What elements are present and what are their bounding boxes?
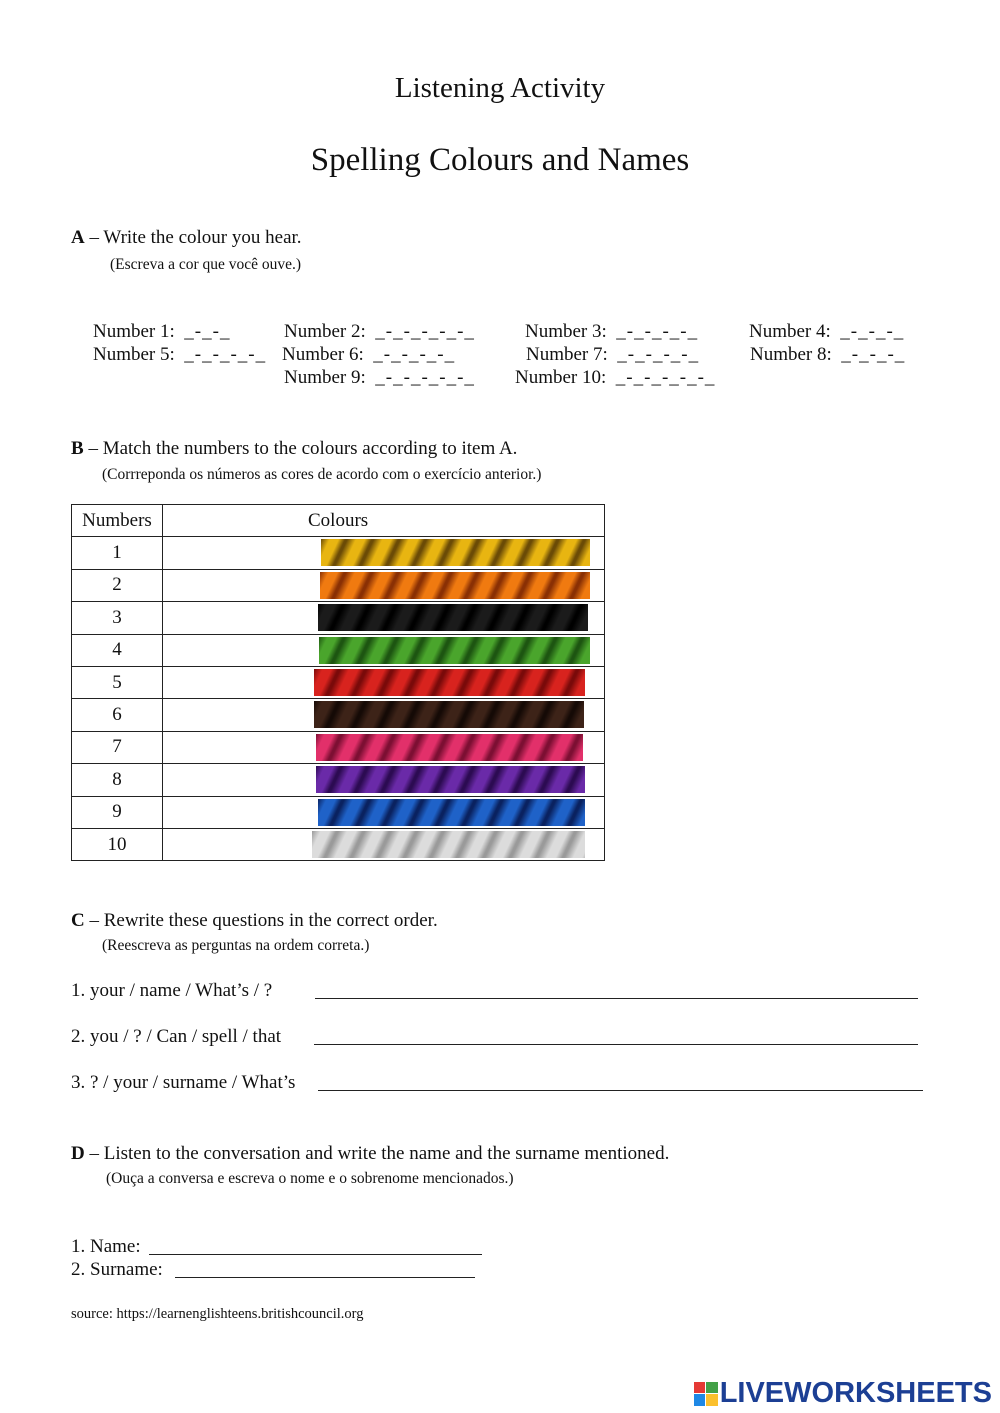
colour-cell[interactable] bbox=[163, 731, 605, 763]
surname-label: 2. Surname: bbox=[71, 1259, 163, 1280]
number-item: Number 2: _-_-_-_-_-_ bbox=[284, 321, 475, 342]
answer-blank[interactable]: _-_-_-_-_ bbox=[616, 321, 699, 342]
number-item: Number 9: _-_-_-_-_-_ bbox=[284, 367, 475, 388]
colour-swatch bbox=[321, 539, 590, 566]
answer-line-2[interactable] bbox=[314, 1028, 918, 1045]
table-row bbox=[72, 569, 605, 601]
answer-blank[interactable]: _-_-_ bbox=[184, 321, 231, 342]
section-d-instruction: – Listen to the conversation and write the name and the surname mentioned. bbox=[84, 1143, 670, 1164]
page-subtitle: Spelling Colours and Names bbox=[310, 142, 690, 178]
column-header-numbers: Numbers bbox=[72, 505, 163, 537]
answer-blank[interactable]: _-_-_-_ bbox=[840, 321, 905, 342]
liveworksheets-logo-icon bbox=[694, 1382, 718, 1406]
number-item: Number 3: _-_-_-_-_ bbox=[525, 321, 699, 342]
number-item: Number 6: _-_-_-_-_ bbox=[282, 344, 456, 365]
row-number: 3 bbox=[72, 602, 163, 634]
answer-blank[interactable]: _-_-_-_-_-_ bbox=[375, 367, 475, 388]
answer-blank[interactable]: _-_-_-_-_ bbox=[617, 344, 700, 365]
section-b-letter: B bbox=[71, 438, 84, 459]
liveworksheets-brand: LIVEWORKSHEETS bbox=[719, 1377, 992, 1409]
answer-blank[interactable]: _-_-_-_-_ bbox=[184, 344, 267, 365]
answer-blank[interactable]: _-_-_-_-_ bbox=[373, 344, 456, 365]
question-3 bbox=[71, 1072, 295, 1094]
column-header-colours: Colours bbox=[163, 505, 605, 537]
table-row bbox=[72, 796, 605, 828]
number-item: Number 4: _-_-_-_ bbox=[749, 321, 905, 342]
colour-cell[interactable] bbox=[163, 666, 605, 698]
question-text: 2. you / ? / Can / spell / that bbox=[71, 1026, 282, 1047]
colour-swatch bbox=[312, 831, 585, 858]
section-c-heading bbox=[71, 910, 438, 932]
table-row bbox=[72, 666, 605, 698]
colour-cell[interactable] bbox=[163, 699, 605, 731]
source-note: source: https://learnenglishteens.britishcouncil.org bbox=[71, 1306, 364, 1322]
colour-cell[interactable] bbox=[163, 634, 605, 666]
row-number: 10 bbox=[72, 828, 163, 860]
answer-blank[interactable]: _-_-_-_ bbox=[841, 344, 906, 365]
table-row bbox=[72, 828, 605, 860]
page-title: Listening Activity bbox=[394, 72, 606, 104]
answer-blank[interactable]: _-_-_-_-_-_ bbox=[375, 321, 475, 342]
table-row bbox=[72, 602, 605, 634]
number-item: Number 8: _-_-_-_ bbox=[750, 344, 906, 365]
colour-swatch bbox=[314, 701, 584, 728]
section-b-heading bbox=[71, 438, 517, 460]
answer-line-3[interactable] bbox=[318, 1074, 923, 1091]
row-number: 6 bbox=[72, 699, 163, 731]
question-text: 1. your / name / What’s / ? bbox=[71, 980, 273, 1001]
section-b-translation: (Corrreponda os números as cores de acordo com o exercício anterior.) bbox=[102, 466, 542, 483]
section-c-instruction: – Rewrite these questions in the correct order. bbox=[84, 910, 438, 931]
name-label: 1. Name: bbox=[71, 1236, 141, 1257]
row-number: 1 bbox=[72, 537, 163, 569]
colour-swatch bbox=[319, 637, 590, 664]
table-row bbox=[72, 731, 605, 763]
table-row bbox=[72, 634, 605, 666]
question-text: 3. ? / your / surname / What’s bbox=[71, 1072, 296, 1093]
row-number: 9 bbox=[72, 796, 163, 828]
colour-swatch bbox=[316, 734, 583, 761]
section-a-instruction: – Write the colour you hear. bbox=[84, 227, 302, 248]
colours-table bbox=[71, 504, 605, 861]
table-row bbox=[72, 699, 605, 731]
colour-cell[interactable] bbox=[163, 828, 605, 860]
row-number: 5 bbox=[72, 666, 163, 698]
section-c-translation: (Reescreva as perguntas na ordem correta.) bbox=[102, 937, 370, 954]
colour-swatch bbox=[314, 669, 585, 696]
table-row bbox=[72, 537, 605, 569]
colour-cell[interactable] bbox=[163, 796, 605, 828]
answer-blank[interactable]: _-_-_-_-_-_ bbox=[615, 367, 716, 388]
section-a-letter: A bbox=[71, 227, 85, 248]
table-row bbox=[72, 764, 605, 796]
colour-cell[interactable] bbox=[163, 602, 605, 634]
section-c-letter: C bbox=[71, 910, 85, 931]
colour-swatch bbox=[316, 766, 585, 793]
surname-answer-line[interactable] bbox=[175, 1261, 475, 1278]
section-d-heading bbox=[71, 1143, 669, 1165]
name-answer-line[interactable] bbox=[149, 1238, 482, 1255]
section-a-translation: (Escreva a cor que você ouve.) bbox=[110, 256, 302, 273]
number-item: Number 1: _-_-_ bbox=[93, 321, 231, 342]
section-d-translation: (Ouça a conversa e escreva o nome e o sobrenome mencionados.) bbox=[106, 1170, 514, 1187]
number-item: Number 7: _-_-_-_-_ bbox=[526, 344, 700, 365]
row-number: 8 bbox=[72, 764, 163, 796]
colour-cell[interactable] bbox=[163, 569, 605, 601]
row-number: 4 bbox=[72, 634, 163, 666]
section-d-letter: D bbox=[71, 1143, 85, 1164]
liveworksheets-logo[interactable] bbox=[694, 1377, 992, 1410]
section-a-heading bbox=[71, 227, 302, 249]
colour-cell[interactable] bbox=[163, 764, 605, 796]
colour-swatch bbox=[318, 604, 588, 631]
colour-swatch bbox=[320, 572, 590, 599]
row-number: 7 bbox=[72, 731, 163, 763]
question-2 bbox=[71, 1026, 281, 1048]
answer-line-1[interactable] bbox=[315, 982, 918, 999]
row-number: 2 bbox=[72, 569, 163, 601]
colour-cell[interactable] bbox=[163, 537, 605, 569]
question-1 bbox=[71, 980, 272, 1002]
section-b-instruction: – Match the numbers to the colours according to item A. bbox=[83, 438, 518, 459]
number-item: Number 5: _-_-_-_-_ bbox=[93, 344, 267, 365]
colour-swatch bbox=[318, 799, 585, 826]
number-item: Number 10: _-_-_-_-_-_ bbox=[515, 367, 716, 388]
